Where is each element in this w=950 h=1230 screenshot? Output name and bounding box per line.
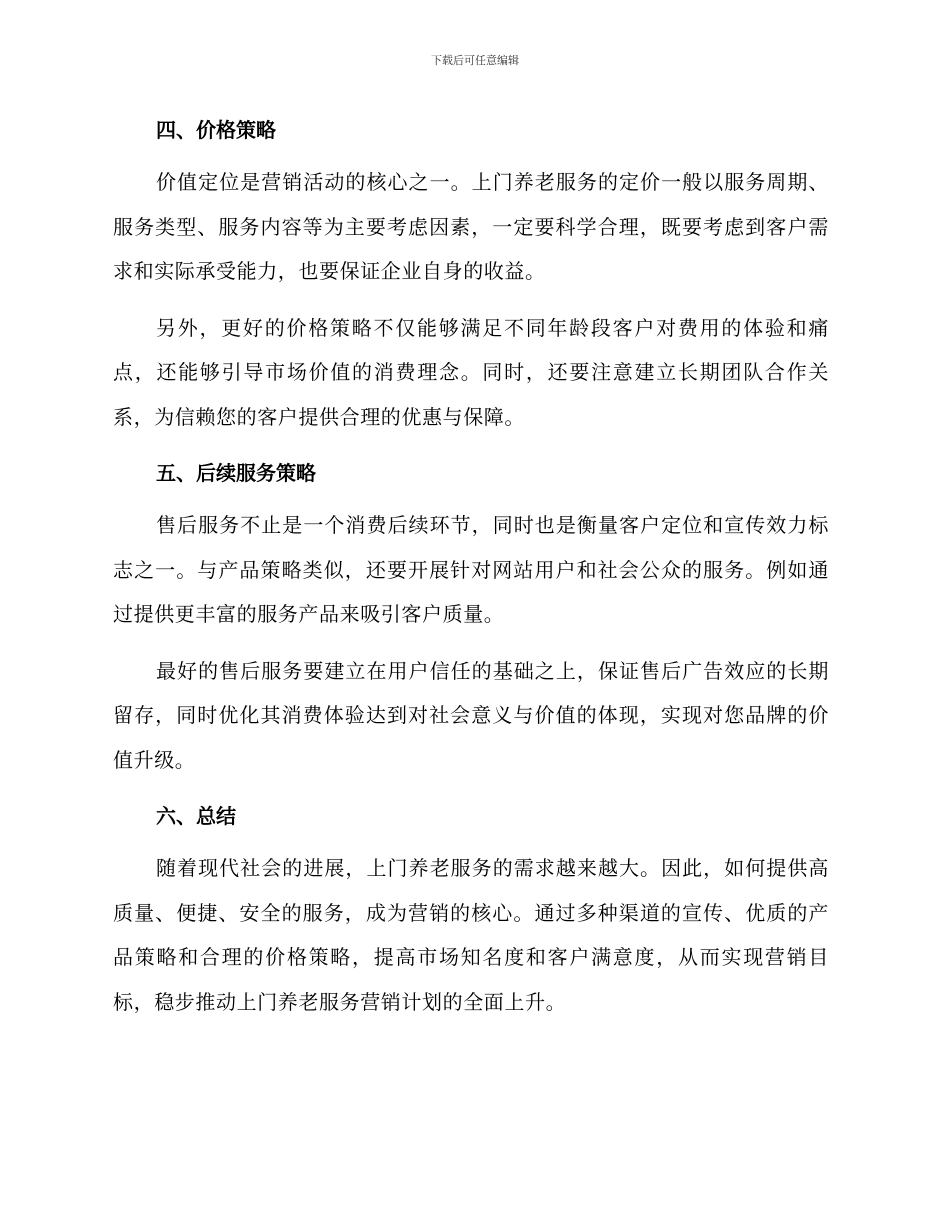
section-heading: 五、后续服务策略: [156, 461, 316, 485]
paragraph: 最好的售后服务要建立在用户信任的基础之上，保证售后广告效应的长期留存，同时优化其消费体验达到对社会意义与价值的体现，实现对您品牌的价值升级。: [113, 658, 829, 772]
section-after-sales-strategy: [113, 451, 829, 782]
section-heading: 四、价格策略: [156, 118, 276, 142]
section-summary: [113, 794, 829, 1024]
page-header: 下载后可任意编辑: [431, 54, 519, 67]
paragraph: 价值定位是营销活动的核心之一。上门养老服务的定价一般以服务周期、服务类型、服务内容等为主要考虑因素，一定要科学合理，既要考虑到客户需求和实际承受能力，也要保证企业自身的收益。: [113, 170, 829, 283]
document-body: [113, 108, 829, 1036]
section-pricing-strategy: [113, 108, 829, 439]
paragraph: 随着现代社会的进展，上门养老服务的需求越来越大。因此，如何提供高质量、便捷、安全的服务，成为营销的核心。通过多种渠道的宣传、优质的产品策略和合理的价格策略，提高市场知名度和客户满意度，从而实现营销目标，稳步推动上门养老服务营销计划的全面上升。: [113, 856, 829, 1014]
paragraph: 售后服务不止是一个消费后续环节，同时也是衡量客户定位和宣传效力标志之一。与产品策略类似，还要开展针对网站用户和社会公众的服务。例如通过提供更丰富的服务产品来吸引客户质量。: [113, 513, 829, 626]
paragraph: 另外，更好的价格策略不仅能够满足不同年龄段客户对费用的体验和痛点，还能够引导市场价值的消费理念。同时，还要注意建立长期团队合作关系，为信赖您的客户提供合理的优惠与保障。: [113, 315, 829, 429]
section-heading: 六、总结: [156, 804, 236, 828]
